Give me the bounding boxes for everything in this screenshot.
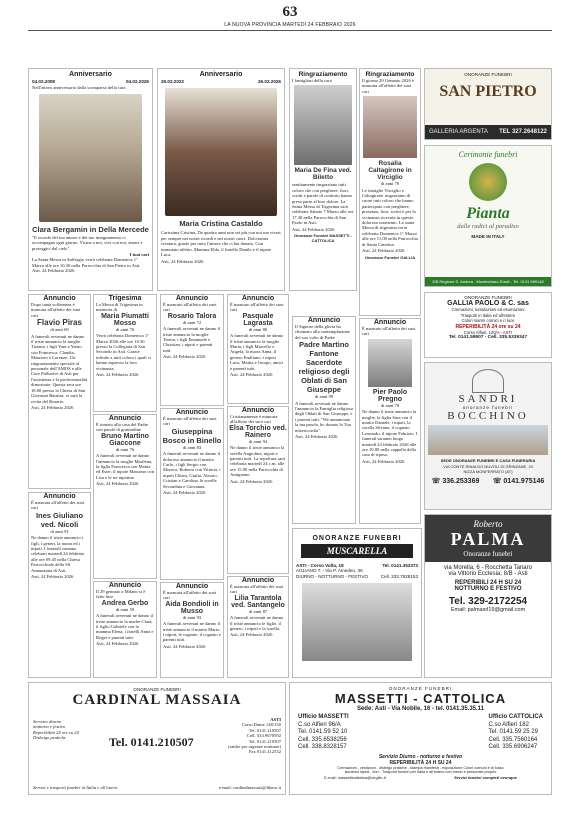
ad-top: ONORANZE FUNEBRI bbox=[464, 295, 512, 300]
agency-credit: Onoranze Funebri MASSETTI - CATTOLICA bbox=[293, 233, 352, 244]
ad-offices bbox=[290, 712, 551, 754]
section-title: Trigesima bbox=[108, 295, 142, 302]
deceased-name: Giuseppina Bosco in Binello bbox=[162, 426, 222, 445]
deceased-name: Maria De Fina ved. Biletto bbox=[294, 167, 352, 182]
section-title: Annuncio bbox=[108, 415, 142, 422]
deceased-age: di anni 76 bbox=[115, 446, 135, 452]
ad-palma bbox=[424, 514, 552, 678]
deceased-age: di anni 93 bbox=[182, 614, 202, 620]
deceased-name: Clara Bergamin in Della Mercede bbox=[32, 224, 149, 234]
ad-line-2: VIA CONTE RINALDO NUVOLI DI GRINZANE, 24 bbox=[443, 463, 533, 469]
ad-footer bbox=[290, 775, 551, 780]
intro-text: Il giorno 29 Gennaio 2026 è mancata all'affetto dei suoi cari bbox=[362, 78, 414, 94]
ad-line-2: iscrizioni lapidi - fiori - Trasporti funebri per Italia e all'estero con mezzi e personale proprio bbox=[344, 770, 497, 775]
body-text: A funerali avvenuti ne danno l'annuncio la Famiglia religiosa degli Oblati di San Giuseppe, e i parenti tutti. "We annunciato la tua parola, ho donato la Tua misericordia". bbox=[295, 400, 353, 433]
contact-fax: Fax 0141.412532 bbox=[248, 749, 281, 755]
ad-cardinal-massaia bbox=[28, 682, 286, 795]
ad-reperibility: REPERIBILITÀ 24 ore su 24 bbox=[455, 323, 521, 330]
ad-sede: Sede: Asti - Via Nobile, 16 - tel. 0141.35.35.11 bbox=[356, 706, 485, 713]
ad-hours-row bbox=[293, 574, 421, 579]
body-text: Le famiglie Virciglio e Caltagirone ringraziano di cuore tutti coloro che hanno partecipato con preghiere, presenza, fiori, scritti e per la vicinanza ricevuta in questo doloroso momento. La santa Messa di trigesima verrà celebrata Domenica 1° Marzo alle ore 11,00 nella Parrocchia di Santa Caterina. bbox=[362, 187, 418, 247]
ad-phone: TEL 327.2648122 bbox=[499, 129, 547, 135]
anniversary-maria-cristina bbox=[157, 68, 285, 291]
notice-padre-martino bbox=[292, 316, 356, 524]
deceased-name: Maria Cristina Castaldo bbox=[179, 219, 263, 229]
ad-contacts bbox=[219, 717, 281, 755]
ad-phones bbox=[425, 477, 551, 485]
deceased-age: di anni 69 bbox=[50, 327, 69, 333]
hearse-photo bbox=[302, 583, 412, 661]
notice-date: Asti, 24 Febbraio 2026 bbox=[295, 434, 338, 440]
date-right: 04.02.2026 bbox=[126, 79, 149, 84]
intro-text: È mancata all'affetto dei suoi cari bbox=[31, 500, 85, 511]
intro-text: Il 29 gennaio a Milano si è fatto luce bbox=[96, 589, 146, 600]
deceased-age: di anni 70 bbox=[380, 402, 400, 408]
deceased-age: di anni 94 bbox=[248, 438, 268, 444]
deceased-age: di anni 87 bbox=[248, 608, 268, 614]
office-cell-2: Cell. 338.8328157 bbox=[298, 744, 347, 751]
date-row bbox=[158, 78, 284, 85]
ad-title: Cerimonie funebri bbox=[458, 150, 518, 159]
office-address: C.so Alfieri 182 bbox=[488, 721, 529, 728]
page-number: 63 bbox=[282, 4, 298, 20]
ad-email: e-mail: cardinalmassaia@libero.it bbox=[218, 784, 281, 790]
body-text: A funerali avvenuti ne danno l'annuncio la moglie Marilena, la figlia Francesca con Mattia ed Ester, il nipote Massimo con Lisa e le tre nipotine. bbox=[96, 453, 154, 480]
body-text: Ne danno il triste annuncio i figli, i generi, la nuora ed i nipoti. I funerali saranno celebrati martedì 24 febbraio alle ore 09.45 nella Chiesa Parrocchiale della SS. Annunziata di Asti. bbox=[31, 535, 85, 573]
notice-date: Asti, 24 Febbraio 2026 bbox=[230, 478, 273, 484]
contact-cell: Cell. 333.9670592 bbox=[246, 733, 281, 739]
contact-night: (anche per urgenze notturne) bbox=[228, 744, 281, 750]
ad-gallery: GALLERIA ARGENTA bbox=[429, 129, 488, 135]
ad-line-3: Colori marmi cornici e ri luce bbox=[461, 318, 515, 324]
intro-text: È mancata all'affetto dei suoi cari bbox=[163, 590, 217, 601]
intro-text: È mancato all'affetto dei suoi cari bbox=[163, 302, 217, 313]
building-photo bbox=[428, 425, 548, 455]
body-text: Carissima Cristina, Da quattro anni non sei più con noi ma vivrai per sempre nei nostri ricordi e nei nostri cuori. Dolcissima creatura, grazie per tutto l'amore che ci hai donato. Con immutato affetto, Mamma Elda, il fratello Danilo e il nipote Luca. bbox=[161, 230, 281, 258]
notice-date: Asti, 24 Febbraio 2026 bbox=[163, 354, 206, 360]
intro-text: È mancato all'affetto dei suoi cari bbox=[163, 416, 217, 427]
service-1: Servizio diurno bbox=[33, 719, 62, 724]
deceased-name: Rosalia Caltagirone in Virciglio bbox=[368, 160, 412, 182]
anniversary-clara bbox=[28, 68, 153, 291]
deceased-name: Pasquale Lagrasta bbox=[242, 312, 274, 327]
body-text: Ne danno il triste annuncio la sorella Angiolina, nipoti e parenti tutti. La sepoltura sarà celebrata martedì 24 c.m. alle ore 15.00 nella Parrocchia di Antignano. bbox=[230, 445, 285, 478]
notice-bruno-giaccone bbox=[93, 414, 157, 579]
deceased-age: di anni 83 bbox=[182, 444, 202, 450]
deceased-age: di anni 76 bbox=[115, 326, 135, 332]
ad-sub: Onoranze funebri bbox=[463, 550, 513, 558]
notice-andrea-gerbo bbox=[93, 581, 157, 678]
section-title: Annuncio bbox=[307, 317, 341, 324]
ad-reperibility: REPERIBILITÀ 24 H SU 24 bbox=[389, 759, 452, 766]
body-text: "Il ricordo del tuo amore e dei tuo insegnamento ci accompagna ogni giorno. Vicina a noi, vivi con noi, amaci e proteggici dal cielo". bbox=[32, 234, 143, 251]
deceased-name: Maria Piumatti Mosso bbox=[101, 312, 149, 327]
portrait-photo bbox=[363, 96, 417, 158]
ad-gallia bbox=[424, 292, 552, 358]
portrait-photo bbox=[39, 94, 142, 222]
deceased-age: di anni 80 bbox=[248, 326, 268, 332]
notice-date: Asti, 24 Febbraio 2026 bbox=[31, 574, 74, 580]
deceased-age: di anni 72 bbox=[182, 319, 202, 325]
ad-address: via Morella, 6 - Rocchetta Tanaro bbox=[444, 565, 532, 571]
section-title: Annuncio bbox=[175, 295, 209, 302]
intro-text: I famigliari della cara bbox=[292, 78, 332, 83]
ad-cell: Cell. 333.7828153 bbox=[380, 573, 418, 579]
notice-date: Asti, 24 Febbraio 2026 bbox=[32, 268, 75, 274]
body-text: A funerali avvenuti ne danno il triste annuncio la moglie Tiziana, i figli Yara e Yarno con Francesca, Claudia, Maurizio e Lorenzo. Un ringraziamento speciale al personale dell'AMOS e alle Cure Palliative di Asti per l'assistenza e la professionalità dimostrate. Questa sera ore 18.00 presso la Chiesa di San Giovanni Battista, vi sarà la recita del Rosario. bbox=[31, 333, 88, 404]
deceased-name: Ines Giuliano ved. Nicoli bbox=[35, 510, 84, 529]
ad-made: MADE IN ITALY bbox=[471, 234, 505, 239]
office-cell-2: Cell. 335.6906247 bbox=[488, 744, 538, 751]
notice-giuseppina-bosco bbox=[160, 408, 224, 580]
thanks-maria-de-fina bbox=[289, 68, 357, 291]
ad-sub: onoranze funebri bbox=[462, 405, 514, 410]
ad-phone: Tel. 0141.59907 - Cell. 335.5339347 bbox=[448, 335, 528, 341]
notice-lilia-tarantola bbox=[227, 576, 289, 678]
ad-phone: Tel. 329-2172254 bbox=[448, 596, 528, 607]
notice-date: Asti, 24 Febbraio 2026 bbox=[230, 372, 273, 378]
deceased-name: Lilia Tarantola ved. Santangelo bbox=[231, 594, 285, 609]
header-rule bbox=[28, 30, 552, 31]
body-text: A funerali avvenuti ne danno il doloroso annuncio il marito Carlo, i figli Sergio con Monica, Roberto con Vittoria, i nipoti Chiara, Giulia, Alessio, Cristian e Carolina, le sorelle Secondina e Giovanna. bbox=[163, 451, 221, 489]
ad-hours: DIURNO - NOTTURNO - FESTIVO bbox=[296, 573, 368, 579]
ad-brand: GALLIA PAOLO & C. sas bbox=[447, 300, 529, 308]
office-tel: Tel. 0141.59 52 10 bbox=[298, 729, 348, 736]
ad-address: ASTI - Corso Volta, 18 bbox=[296, 563, 344, 568]
contact-tel-2: Tel. 0141.210507 bbox=[248, 738, 281, 744]
section-title: Ringraziamento bbox=[298, 71, 348, 78]
deceased-name: Elsa Torchio ved. Rainero bbox=[229, 424, 287, 439]
portrait-photo bbox=[368, 339, 412, 387]
section-title: Anniversario bbox=[199, 71, 243, 78]
deceased-name: Andrea Gerbo bbox=[101, 599, 149, 607]
ad-address-2: via Vittorio Ecclesia, 8/B - Asti bbox=[448, 571, 528, 577]
ad-service-5: Servizi e trasporti funebri in Italia e all'estero bbox=[33, 784, 118, 790]
notice-date: Asti, 24 Febbraio 2026 bbox=[96, 641, 139, 647]
section-title: Annuncio bbox=[175, 409, 209, 416]
ad-brand: Pianta bbox=[466, 205, 510, 222]
ad-email: E-mail: massetticattolica@virgilio.it bbox=[324, 774, 386, 780]
notice-date: Asti, 24 Febbraio 2026 bbox=[230, 632, 273, 638]
notice-maria-piumatti bbox=[93, 294, 157, 412]
ad-top: ONORANZE FUNEBRI bbox=[464, 72, 512, 77]
notice-pier-paolo-pregno bbox=[359, 318, 421, 524]
ad-brand: SANDRI bbox=[458, 393, 518, 405]
ad-brand: SAN PIETRO bbox=[439, 83, 537, 101]
intro-text: La Messa di Trigesima in memoria di bbox=[96, 302, 143, 313]
page-subtitle: LA NUOVA PROVINCIA MARTEDÌ 24 FEBBRAIO 2026 bbox=[224, 22, 356, 28]
deceased-name: Bruno Martino Giaccone bbox=[101, 432, 149, 447]
ad-top: ONORANZE FUNEBRI bbox=[388, 686, 453, 691]
ad-phone-2: ☏ 0141.975146 bbox=[492, 477, 545, 485]
date-left: 04.02.2008 bbox=[32, 79, 55, 84]
section-title: Ringraziamento bbox=[365, 71, 415, 78]
body-text: sentitamente ringraziano tutti coloro che con preghiere, fiori, scritti e parole di conforto hanno preso parte al loro dolore. La Santa Messa di Trigesima sarà celebrata Sabato 7 Marzo alle ore 17,30 nella Parrocchia di San Paolo in Asti. bbox=[292, 182, 354, 226]
deceased-name: Rosario Talora bbox=[167, 312, 217, 320]
date-left: 26.02.2022 bbox=[161, 79, 184, 84]
contact-tel: Tel. 0141.210507 bbox=[248, 727, 281, 733]
ad-reperibility-2: NOTTURNO E FESTIVO bbox=[454, 586, 522, 592]
deceased-name: Aida Bondioli in Musso bbox=[165, 600, 219, 615]
body-text: A funerali avvenuti ne danno il triste annuncio le figlie, il genero, i nipoti e la sorella. bbox=[230, 615, 284, 632]
thanks-rosalia bbox=[359, 68, 421, 316]
intro-text: È mancato all'affetto dei suoi cari bbox=[230, 302, 284, 313]
notice-date: Asti, 24 Febbraio 2026 bbox=[31, 404, 74, 410]
ad-line-1: Cremazioni, tumulazioni ed esumazioni bbox=[451, 307, 525, 313]
ad-firstname: Roberto bbox=[473, 519, 503, 529]
ad-tagline: dalle radici al paradiso bbox=[457, 223, 519, 230]
ad-title: ONORANZE FUNEBRI bbox=[312, 535, 402, 542]
ad-brand: CARDINAL MASSAIA bbox=[72, 692, 242, 709]
deceased-name: Flavio Piras bbox=[37, 318, 82, 328]
notice-date: Asti, 24 Febbraio 2026 bbox=[96, 372, 139, 378]
intro-text: È tornato alla casa del Padre con parole di gratitudine bbox=[96, 422, 149, 433]
ad-sandri bbox=[424, 362, 552, 510]
office-cattolica bbox=[489, 714, 543, 752]
ad-email: Email: palmasrl19@gmail.com bbox=[450, 607, 526, 613]
section-title: Anniversario bbox=[69, 71, 112, 78]
ad-service: Servizio Diurno - notturno e festivo bbox=[378, 753, 463, 760]
office-title: Ufficio CATTOLICA bbox=[488, 714, 543, 721]
notice-date: Asti, 24 Febbraio 2026 bbox=[96, 481, 139, 487]
notice-pasquale-lagrasta bbox=[227, 294, 289, 404]
notice-date: Asti, 24 Febbraio 2026 bbox=[161, 259, 204, 265]
portrait-photo bbox=[165, 88, 277, 216]
service-2: notturno e festivo bbox=[33, 724, 66, 730]
notice-date: Asti, 24 Febbraio 2026 bbox=[362, 458, 405, 464]
ad-top: ONORANZE FUNEBRI bbox=[133, 687, 181, 692]
body-text: Ne danno il triste annuncio la moglie, la figlia Sara con il marito Daniele, i nipoti, la sorella Silvana, il cognato Leonardo, il nipote Fabrizio. I funerali saranno luogo martedì 24 febbraio 2026 alle ore 10,00 nella cappella della casa di riposo. bbox=[362, 409, 418, 458]
contact-address: Corso Dante 148/150 bbox=[241, 722, 281, 728]
body-text: A funerali avvenuti ne danno il triste annuncio la moglie Maria, i figli Marcello e Angela, la nuora Anna, il genero Emiliano, i nipoti Luca, Mattia e Jacopo, amici e parenti tutti. bbox=[230, 333, 284, 371]
section-title: Annuncio bbox=[43, 295, 76, 302]
section-title: Annuncio bbox=[43, 493, 76, 500]
body-text: A funerali avvenuti ne danno il triste annuncio il marito Mario, i nipoti, le cognate, il cognato e parenti tutti. bbox=[163, 621, 221, 643]
ad-line-1: SEDE ONORANZE FUNEBRI E CASA FUNERARIA bbox=[440, 458, 536, 464]
office-address: C.so Alfieri 96/A bbox=[298, 721, 341, 728]
office-massetti bbox=[298, 714, 349, 752]
intro-text: Il Signore della gloria ha chiamato alla contemplazione del suo volto di Padre bbox=[295, 324, 350, 340]
office-title: Ufficio MASSETTI bbox=[298, 714, 349, 721]
deceased-age: di anni 91 bbox=[50, 528, 69, 534]
section-title: Annuncio bbox=[241, 295, 275, 302]
section-title: Annuncio bbox=[175, 583, 209, 590]
ad-phone: Tel. 0141.353373 bbox=[382, 563, 418, 568]
section-title: Annuncio bbox=[108, 582, 142, 589]
notice-elsa-torchio bbox=[227, 406, 289, 574]
portrait-photo bbox=[294, 85, 352, 165]
section-title: Annuncio bbox=[241, 577, 275, 584]
ad-brand: PALMA bbox=[450, 529, 526, 549]
body-text: A funerali avvenuti ne danno il triste annuncio la moglie Teresa, i figli Emanuele e Christian, i nipoti e parenti tutti. bbox=[163, 326, 221, 353]
office-cell-1: Cell. 335.6538256 bbox=[298, 736, 347, 743]
ad-massetti-cattolica bbox=[289, 682, 552, 795]
notice-date: Asti, 24 Febbraio 2026 bbox=[292, 226, 335, 232]
ad-address: 3/B Regione S. Andrea - Montechiaro D'asti - Tel. 0141 999148 bbox=[425, 277, 551, 286]
agency-credit: Onoranze Funebri GALLIA bbox=[364, 254, 416, 260]
mass-text: La Santa Messa in Suffragio verrà celebrata Domenica 1° Marzo alle ore 10,30 nella Parrocchia di San Pietro in Asti. bbox=[32, 257, 141, 268]
intro-text: Cristianamente è mancata all'affetto dei suoi cari bbox=[230, 414, 278, 425]
ad-pianta bbox=[424, 145, 552, 287]
ad-address-2: AGLIANO T. - Via P. Amedeo, 36 bbox=[296, 568, 363, 574]
tree-logo bbox=[469, 163, 507, 201]
ad-phone-1: ☏ 336.253369 bbox=[431, 477, 480, 485]
intro-text: Dopo tanta sofferenza è mancata all'affetto dei suoi cari bbox=[31, 302, 81, 318]
signature: I tuoi cari bbox=[129, 252, 149, 258]
ad-address: Corso Alfieri, 120/A - ASTI bbox=[463, 329, 513, 335]
date-right: 26.02.2026 bbox=[258, 79, 281, 84]
ad-line-1: Cremazioni - vestizioni - disbrigo pratiche - stampa manifesti - esposizione Colori comuni e di lusso bbox=[337, 765, 504, 770]
emblem-icon bbox=[472, 369, 504, 393]
notice-aida-bondioli bbox=[160, 582, 224, 678]
date-row bbox=[29, 78, 152, 85]
ad-reperibility: REPERIBILI 24 H SU 24 bbox=[454, 580, 522, 586]
ad-brand-2: BOCCHINO bbox=[447, 410, 529, 423]
ad-san-pietro bbox=[424, 68, 552, 140]
section-title: Annuncio bbox=[373, 319, 407, 326]
intro-text: Nell'ottavo anniversario dalla scomparsa della cara bbox=[32, 85, 126, 91]
contact-city: ASTI bbox=[270, 717, 281, 722]
ad-brand: MASSETTI - CATTOLICA bbox=[334, 691, 507, 707]
office-cell-1: Cell. 335.7560164 bbox=[488, 736, 538, 743]
service-4: Disbrigo pratiche bbox=[33, 735, 66, 741]
notice-date: Asti, 24 Febbraio 2026 bbox=[163, 643, 206, 649]
deceased-age: di anni 70 bbox=[380, 181, 400, 187]
body-text: Verrà celebrata Domenica 1° Marzo 2026 alle ore 10.30 presso la Collegiata di San Secondo in Asti. Grazie infinite a tutti coloro i quali ci hanno espresso la loro vicinanza. bbox=[96, 333, 152, 371]
section-title: Annuncio bbox=[241, 407, 275, 414]
notice-rosario-talora bbox=[160, 294, 224, 406]
notice-date: Asti, 24 Febbraio 2026 bbox=[362, 248, 405, 254]
deceased-name: Padre Martino Fantone Sacerdote religioso degli Oblati di San Giuseppe bbox=[298, 340, 350, 395]
body-text: A funerali avvenuti ne danno il triste annuncio la madre Clara, il figlio Gabriele con la mamma Elena, i fratelli Anna e Roger e parenti tutti. bbox=[96, 613, 154, 640]
ad-brand: MUSCARELLA bbox=[301, 544, 413, 558]
ad-footer bbox=[425, 125, 551, 139]
ad-line-3: NIZZA MONFERRATO (AT) bbox=[463, 469, 513, 475]
ad-contact-row bbox=[293, 560, 421, 568]
intro-text: È mancata all'affetto dei suoi cari bbox=[230, 584, 284, 595]
notice-ines-giuliano bbox=[28, 492, 91, 678]
notice-flavio-piras bbox=[28, 294, 91, 489]
deceased-name: Pier Paolo Pregno bbox=[372, 388, 408, 403]
ad-slogan: Servizi funebri completi ovunque bbox=[453, 774, 517, 780]
service-3: Reperibilità 24 ore su 24 bbox=[33, 729, 79, 735]
office-tel: Tel. 0141.59 25 29 bbox=[488, 729, 538, 736]
intro-text: È mancato all'affetto dei suoi cari bbox=[362, 326, 416, 337]
ad-phone: Tel. 0141.210507 bbox=[109, 735, 194, 749]
deceased-age: di anni 59 bbox=[115, 606, 135, 612]
ad-line-2: Trasporti in Italia ed all'estero bbox=[460, 312, 516, 318]
notice-date: Asti, 24 Febbraio 2026 bbox=[163, 490, 206, 496]
ad-muscarella bbox=[292, 528, 422, 678]
deceased-age: di anni 99 bbox=[314, 394, 334, 400]
